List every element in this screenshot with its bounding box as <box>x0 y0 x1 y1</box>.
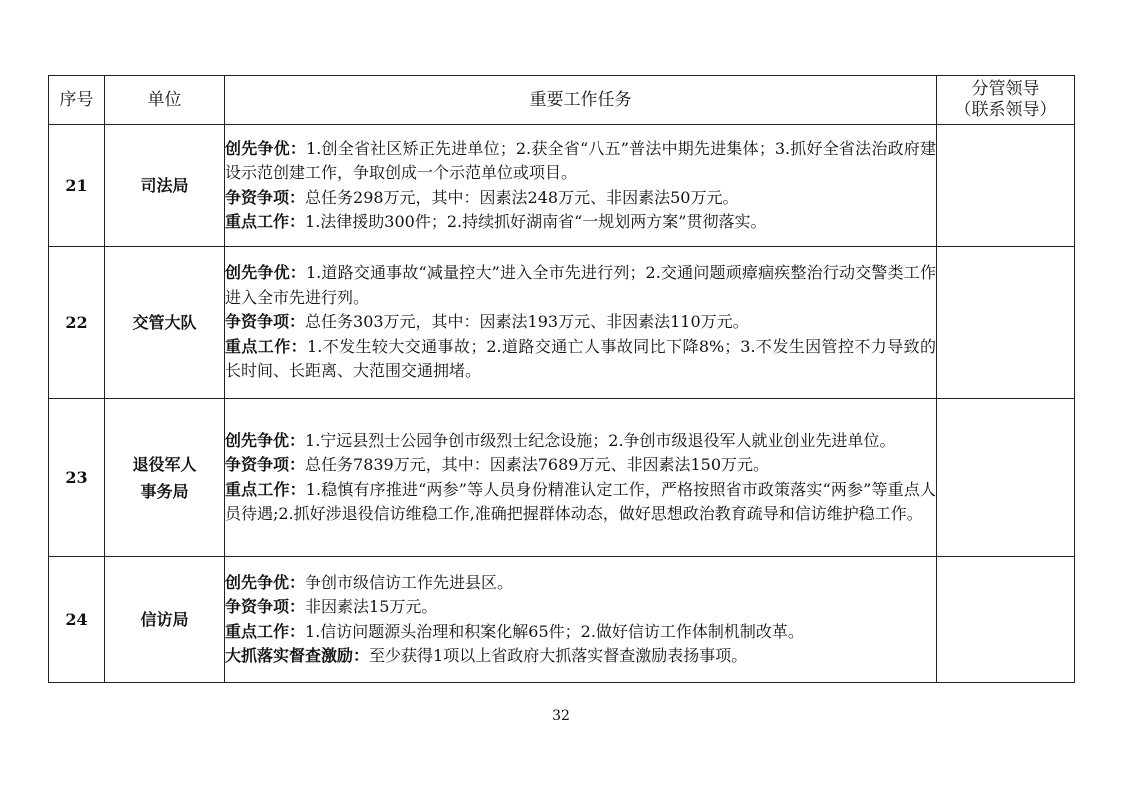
row-leader <box>937 125 1075 247</box>
task-label: 争资争项： <box>225 597 306 616</box>
task-item <box>225 620 936 645</box>
header-leader-line1: 分管领导 <box>971 79 1040 99</box>
row-tasks <box>225 557 937 683</box>
task-label: 争资争项： <box>225 187 306 207</box>
task-item <box>225 261 936 310</box>
row-leader <box>937 557 1075 683</box>
task-text: 1.法律援助300件；2.持续抓好湖南省“一规划两方案”贯彻落实。 <box>305 212 767 231</box>
table-row <box>49 557 1075 683</box>
row-unit: 司法局 <box>105 125 225 247</box>
task-label: 重点工作： <box>225 479 306 499</box>
row-seq: 22 <box>49 247 105 399</box>
task-text: 1.不发生较大交通事故；2.道路交通亡人事故同比下降8%；3.不发生因管控不力导致的长时间、长距离、大范围交通拥堵。 <box>225 336 936 381</box>
task-label: 重点工作： <box>225 621 306 641</box>
table-row <box>49 399 1075 557</box>
task-label: 争资争项： <box>225 455 306 474</box>
task-item <box>225 335 936 384</box>
task-item <box>225 186 936 211</box>
task-table <box>48 75 1075 683</box>
task-label: 重点工作： <box>225 336 308 356</box>
header-tasks: 重要工作任务 <box>225 76 937 125</box>
task-item <box>225 429 936 454</box>
task-text: 总任务303万元，其中：因素法193万元、非因素法110万元。 <box>305 312 749 332</box>
task-item <box>225 644 936 669</box>
task-item <box>225 310 936 335</box>
row-tasks <box>225 247 937 399</box>
row-unit <box>105 399 225 557</box>
row-seq: 23 <box>49 399 105 557</box>
header-leader-line2: （联系领导） <box>954 100 1057 120</box>
table-row <box>49 125 1075 247</box>
row-leader <box>937 247 1075 399</box>
task-label: 大抓落实督查激励： <box>225 646 370 665</box>
task-text: 争创市级信访工作先进县区。 <box>305 572 514 592</box>
task-text: 1.宁远县烈士公园争创市级烈士纪念设施；2.争创市级退役军人就业创业先进单位。 <box>305 430 896 450</box>
task-item <box>225 453 936 478</box>
row-unit: 信访局 <box>105 557 225 683</box>
task-text: 总任务7839万元，其中：因素法7689万元、非因素法150万元。 <box>305 455 769 474</box>
table-row <box>49 247 1075 399</box>
row-tasks <box>225 125 937 247</box>
task-text: 至少获得1项以上省政府大抓落实督查激励表扬事项。 <box>369 646 748 665</box>
task-text: 非因素法15万元。 <box>305 597 438 616</box>
task-text: 1.信访问题源头治理和积案化解65件；2.做好信访工作体制机制改革。 <box>305 621 804 641</box>
task-label: 创先争优： <box>225 138 307 158</box>
header-leader <box>937 76 1075 125</box>
task-label: 争资争项： <box>225 312 306 332</box>
task-label: 创先争优： <box>225 430 306 450</box>
task-text: 总任务298万元，其中：因素法248万元、非因素法50万元。 <box>305 187 739 207</box>
row-seq: 24 <box>49 557 105 683</box>
task-item <box>225 210 936 235</box>
task-item <box>225 571 936 596</box>
task-item <box>225 595 936 620</box>
row-unit-line2: 事务局 <box>140 481 189 501</box>
row-tasks <box>225 399 937 557</box>
task-item <box>225 478 936 527</box>
row-unit: 交管大队 <box>105 247 225 399</box>
table-header-row <box>49 76 1075 125</box>
task-text: 1.稳慎有序推进“两参”等人员身份精准认定工作，严格按照省市政策落实“两参”等重点人员待遇;2.抓好涉退役信访维稳工作,准确把握群体动态，做好思想政治教育疏导和信访维护稳工作。 <box>225 479 936 523</box>
task-label: 重点工作： <box>225 212 306 231</box>
page-number: 32 <box>552 708 570 724</box>
task-text: 1.创全省社区矫正先进单位；2.获全省“八五”普法中期先进集体；3.抓好全省法治政府建设示范创建工作，争取创成一个示范单位或项目。 <box>225 138 936 182</box>
task-item <box>225 137 936 186</box>
task-label: 创先争优： <box>225 263 306 283</box>
row-unit-line1: 退役军人 <box>132 454 197 474</box>
header-seq: 序号 <box>49 76 105 125</box>
task-text: 1.道路交通事故“减量控大”进入全市先进行列；2.交通问题顽瘴痼疾整治行动交警类工作进入全市先进行列。 <box>225 263 936 307</box>
task-label: 创先争优： <box>225 572 306 592</box>
header-unit: 单位 <box>105 76 225 125</box>
row-seq: 21 <box>49 125 105 247</box>
row-leader <box>937 399 1075 557</box>
